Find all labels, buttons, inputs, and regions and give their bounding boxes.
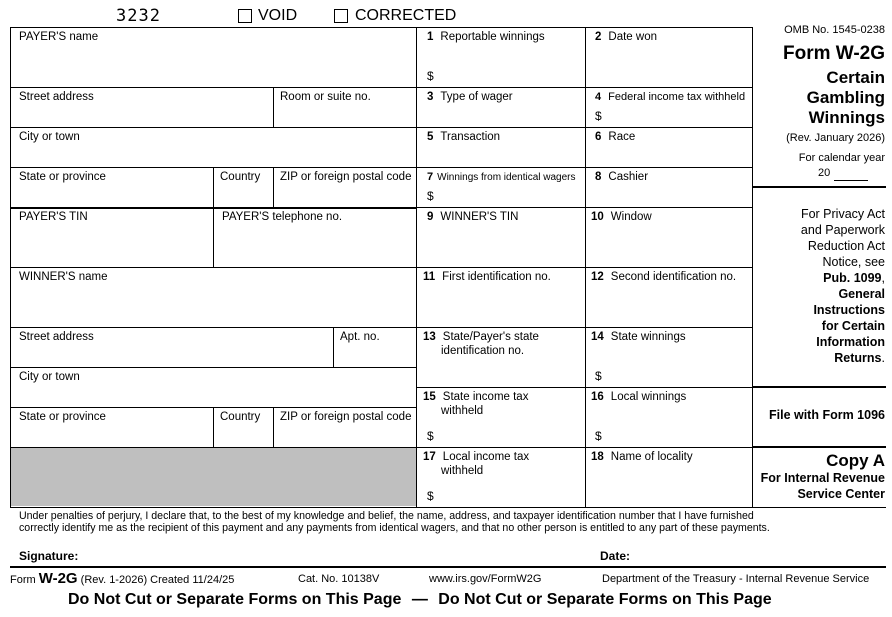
corrected-checkbox[interactable] xyxy=(334,9,348,23)
box14-dollar: $ xyxy=(595,369,602,383)
box9-label: 9 WINNER'S TIN xyxy=(427,211,519,223)
box4-dollar: $ xyxy=(595,109,602,123)
box1-dollar: $ xyxy=(427,69,434,83)
box13-label-line2: identification no. xyxy=(441,345,525,357)
box15-label-line2: withheld xyxy=(441,405,484,417)
box12-label: 12 Second identification no. xyxy=(591,271,737,283)
box4-label: 4 Federal income tax withheld xyxy=(595,91,746,103)
privacy-line-2: and Paperwork xyxy=(800,223,885,237)
box11-label: 11 First identification no. xyxy=(423,271,551,283)
box17-label: 17 Local income tax xyxy=(423,451,530,463)
pub-line-5: Information xyxy=(816,335,885,349)
footer-department: Department of the Treasury - Internal Revenue Service xyxy=(602,573,870,585)
payer-zip-label: ZIP or foreign postal code xyxy=(280,171,412,183)
payer-name-label: PAYER'S name xyxy=(19,31,99,43)
calendar-year-label: For calendar year xyxy=(798,152,885,164)
copy-sub-1: For Internal Revenue xyxy=(760,471,885,485)
shaded-area xyxy=(11,448,416,506)
box1-label: 1 Reportable winnings xyxy=(427,31,545,43)
box7-dollar: $ xyxy=(427,189,434,203)
winner-country-label: Country xyxy=(220,411,261,423)
winner-name-label: WINNER'S name xyxy=(19,271,108,283)
box14-label: 14 State winnings xyxy=(591,331,686,343)
year-prefix: 20 xyxy=(818,167,831,179)
payer-suite-label: Room or suite no. xyxy=(280,91,371,103)
copy-sub-2: Service Center xyxy=(797,487,885,501)
winner-zip-label: ZIP or foreign postal code xyxy=(280,411,412,423)
payer-country-label: Country xyxy=(220,171,261,183)
box15-label: 15 State income tax xyxy=(423,391,529,403)
void-checkbox[interactable] xyxy=(238,9,252,23)
box2-label: 2 Date won xyxy=(595,31,657,43)
form-title: Form W-2G xyxy=(782,43,885,64)
box18-label: 18 Name of locality xyxy=(591,451,693,463)
payer-city-label: City or town xyxy=(19,131,80,143)
box15-dollar: $ xyxy=(427,429,434,443)
box10-label: 10 Window xyxy=(591,211,652,223)
form-code: 3232 xyxy=(116,6,161,26)
payer-phone-label: PAYER'S telephone no. xyxy=(222,211,343,223)
title-line1: Certain xyxy=(826,68,885,87)
revision: (Rev. January 2026) xyxy=(786,132,885,144)
box17-label-line2: withheld xyxy=(441,465,484,477)
date-field[interactable] xyxy=(640,545,880,565)
signature-field[interactable] xyxy=(90,545,585,565)
winner-apt-label: Apt. no. xyxy=(340,331,380,343)
box13-label: 13 State/Payer's state xyxy=(423,331,539,343)
footer-form-name: Form W-2G (Rev. 1-2026) Created 11/24/25 xyxy=(10,570,235,587)
pub-line-1: Pub. 1099, xyxy=(823,271,885,285)
perjury-line-1: Under penalties of perjury, I declare that, to the best of my knowledge and belief, the name, address, and taxpayer identification number that I have furnished xyxy=(19,510,754,522)
privacy-line-1: For Privacy Act xyxy=(800,207,885,221)
perjury-line-2: correctly identify me as the recipient of this payment and any payments from identical wagers, and that no other person is entitled to any part of these payments. xyxy=(19,522,770,534)
void-label: VOID xyxy=(258,7,298,24)
box5-label: 5 Transaction xyxy=(427,131,501,143)
winner-city-label: City or town xyxy=(19,371,80,383)
pub-line-6: Returns. xyxy=(834,351,885,365)
box7-label: 7 Winnings from identical wagers xyxy=(427,171,576,183)
payer-street-label: Street address xyxy=(19,91,94,103)
do-not-cut-banner: Do Not Cut or Separate Forms on This Page — Do Not Cut or Separate Forms on This Page xyxy=(68,591,772,608)
omb-number: OMB No. 1545-0238 xyxy=(784,24,885,36)
winner-state-label: State or province xyxy=(19,411,106,423)
signature-label: Signature: xyxy=(19,549,79,563)
pub-line-4: for Certain xyxy=(821,319,885,333)
payer-name-field[interactable] xyxy=(11,44,416,87)
file-with: File with Form 1096 xyxy=(768,408,885,422)
footer-cat-no: Cat. No. 10138V xyxy=(298,573,380,585)
winner-street-label: Street address xyxy=(19,331,94,343)
box16-label: 16 Local winnings xyxy=(591,391,687,403)
copy-label: Copy A xyxy=(826,451,885,470)
pub-line-2: General xyxy=(838,287,885,301)
pub-line-3: Instructions xyxy=(813,303,885,317)
box16-dollar: $ xyxy=(595,429,602,443)
payer-tin-label: PAYER'S TIN xyxy=(19,211,88,223)
privacy-line-4: Notice, see xyxy=(822,255,885,269)
title-line3: Winnings xyxy=(808,108,885,127)
year-field[interactable] xyxy=(834,180,868,181)
footer-url[interactable]: www.irs.gov/FormW2G xyxy=(429,573,542,585)
date-label: Date: xyxy=(600,549,631,563)
box3-label: 3 Type of wager xyxy=(427,91,513,103)
box17-dollar: $ xyxy=(427,489,434,503)
corrected-label: CORRECTED xyxy=(355,7,457,24)
box8-label: 8 Cashier xyxy=(595,171,649,183)
payer-state-label: State or province xyxy=(19,171,106,183)
box6-label: 6 Race xyxy=(595,131,636,143)
privacy-line-3: Reduction Act xyxy=(807,239,885,253)
title-line2: Gambling xyxy=(806,88,885,107)
